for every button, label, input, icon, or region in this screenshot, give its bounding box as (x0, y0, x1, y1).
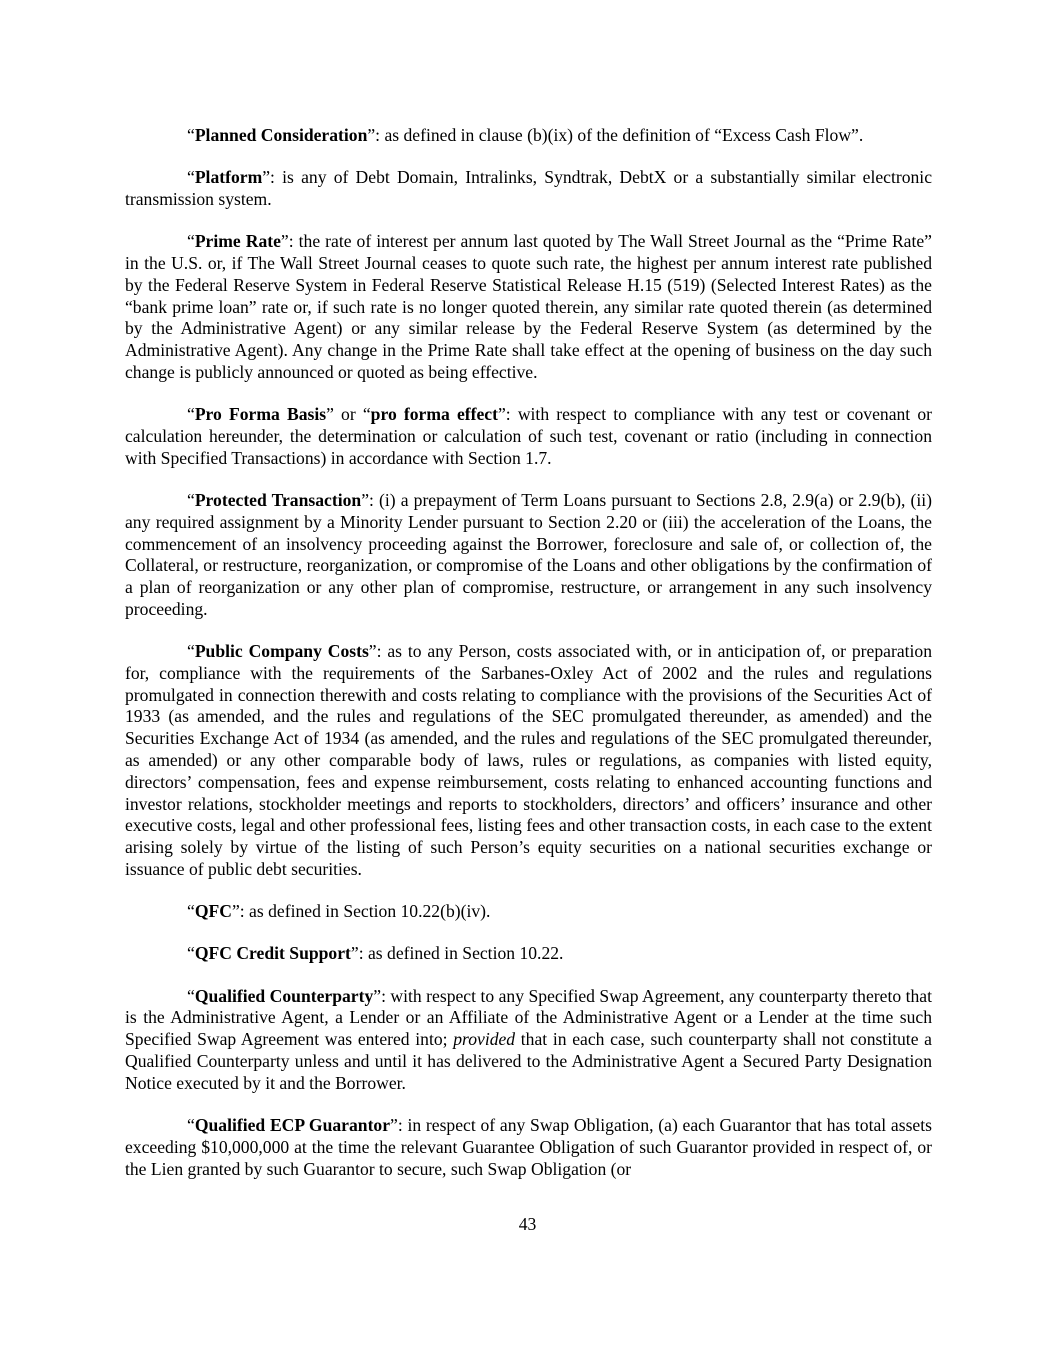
defined-term: Prime Rate (194, 231, 281, 252)
open-quote: “ (187, 231, 195, 252)
definition-text-continued: that in each case, such counterparty shall not constitute a Qualified Counterparty unless and until it has delivered to the Administrative Agent a Secured Party Designation Notice executed by it and the Borrower. (125, 1029, 932, 1093)
definition-text: : as to any Person, costs associated with, or in anticipation of, or preparation for, compliance with the requirements of the Sarbanes-Oxley Act of 2002 and the rules and regulations promulgated in connection therewith and costs relating to compliance with the provisions of the Securities Act of 1933 (as amended, and the rules and regulations of the SEC promulgated thereunder, as amended) and the Securities Exchange Act of 1934 (as amended, and the rules and regulations of the SEC promulgated thereunder, as amended) or any other comparable body of laws, rules or regulations, as companies with listed equity, directors’ compensation, fees and expense reimbursement, costs relating to enhanced accounting functions and investor relations, stockholder meetings and reports to stockholders, directors’ and officers’ insurance and other executive costs, legal and other professional fees, listing fees and other transaction costs, in each case to the extent arising solely by virtue of the listing of such Person’s equity securities on a national securities exchange or issuance of public debt securities. (125, 641, 932, 880)
definition-text: : as defined in clause (b)(ix) of the definition of “Excess Cash Flow”. (375, 125, 864, 145)
definition-qfc-credit-support (125, 943, 932, 965)
defined-term: Protected Transaction (194, 489, 362, 510)
open-quote: “ (187, 125, 195, 145)
close-quote: ” (390, 1115, 398, 1135)
definition-qfc (125, 901, 932, 923)
close-quote: ” (373, 985, 382, 1006)
defined-term-alt: pro forma effect (370, 404, 498, 425)
close-quote: ” (280, 231, 289, 252)
close-quote: ” (497, 404, 506, 425)
close-quote: ” (361, 489, 369, 510)
defined-term: QFC (194, 901, 232, 922)
definition-protected-transaction (125, 490, 932, 621)
open-quote: “ (187, 943, 195, 964)
open-quote: “ (187, 985, 195, 1006)
open-quote: “ (187, 404, 195, 425)
definition-text: : as defined in Section 10.22(b)(iv). (239, 901, 491, 922)
definition-platform (125, 167, 932, 211)
provided-italic: provided (453, 1029, 516, 1050)
definition-text: : is any of Debt Domain, Intralinks, Syndtrak, DebtX or a substantially similar electronic transmission system. (125, 167, 932, 209)
defined-term: Pro Forma Basis (194, 404, 327, 425)
document-page (125, 125, 932, 1201)
definition-qualified-counterparty (125, 986, 932, 1095)
defined-term: Qualified ECP Guarantor (194, 1115, 391, 1135)
defined-term: Public Company Costs (194, 641, 369, 662)
close-quote: ” (368, 641, 377, 662)
defined-term: QFC Credit Support (194, 943, 351, 964)
definition-text: : the rate of interest per annum last quoted by The Wall Street Journal as the “Prime Rate” in the U.S. or, if The Wall Street Journal ceases to quote such rate, the highest per annum interest rate published by the Federal Reserve System in Federal Reserve Statistical Release H.15 (519) (Selected Interest Rates) as the “bank prime loan” rate or, if such rate is no longer quoted therein, any similar rate quoted therein (as determined by the Administrative Agent) or any similar release by the Federal Reserve System (as determined by the Administrative Agent). Any change in the Prime Rate shall take effect at the opening of business on the day such change is publicly announced or quoted as being effective. (125, 231, 932, 382)
defined-term: Planned Consideration (194, 125, 368, 145)
definition-text: : as defined in Section 10.22. (358, 943, 564, 964)
definition-text: : with respect to compliance with any test or covenant or calculation hereunder, the determination or calculation of such test, covenant or ratio (including in connection with Specified Transactions) in accordance with Section 1.7. (125, 404, 933, 468)
defined-term: Qualified Counterparty (194, 985, 374, 1006)
definition-text: : with respect to any Specified Swap Agreement, any counterparty thereto that is the Administrative Agent, a Lender or an Affiliate of the Administrative Agent or a Lender at the time such Specified Swap Agreement was entered into; (125, 985, 932, 1050)
open-quote: “ (187, 167, 195, 188)
definition-public-company-costs (125, 641, 932, 881)
open-quote: “ (187, 1115, 195, 1135)
definition-text: : (i) a prepayment of Term Loans pursuant to Sections 2.8, 2.9(a) or 2.9(b), (ii) any required assignment by a Minority Lender pursuant to Section 2.20 or (iii) the acceleration of the Loans, the commencement of an insolvency proceeding against the Borrower, foreclosure and sale of, or collection of, the Collateral, or restructure, reorganization, or compromise of the Loans and other obligations by the confirmation of a plan of reorganization or any other plan of compromise, restructure, or arrangement in any such insolvency proceeding. (125, 489, 932, 619)
definition-pro-forma-basis (125, 404, 932, 469)
definition-planned-consideration (125, 125, 932, 147)
close-quote: ” (231, 901, 240, 922)
definition-text: : in respect of any Swap Obligation, (a) each Guarantor that has total assets exceeding $10,000,000 at the time the relevant Guarantee Obligation of such Guarantor provided in respect of, or the Lien granted by such Guarantor to secure, such Swap Obligation (or (125, 1115, 932, 1179)
page-number: 43 (518, 1214, 537, 1234)
close-quote: ” (350, 943, 359, 964)
term-connector: ” or “ (326, 404, 371, 425)
close-quote: ” (367, 125, 376, 145)
open-quote: “ (187, 489, 195, 510)
close-quote: ” (262, 167, 271, 188)
open-quote: “ (187, 641, 195, 662)
definition-prime-rate (125, 231, 932, 384)
defined-term: Platform (194, 167, 263, 188)
open-quote: “ (187, 901, 195, 922)
definition-qualified-ecp-guarantor (125, 1115, 932, 1180)
